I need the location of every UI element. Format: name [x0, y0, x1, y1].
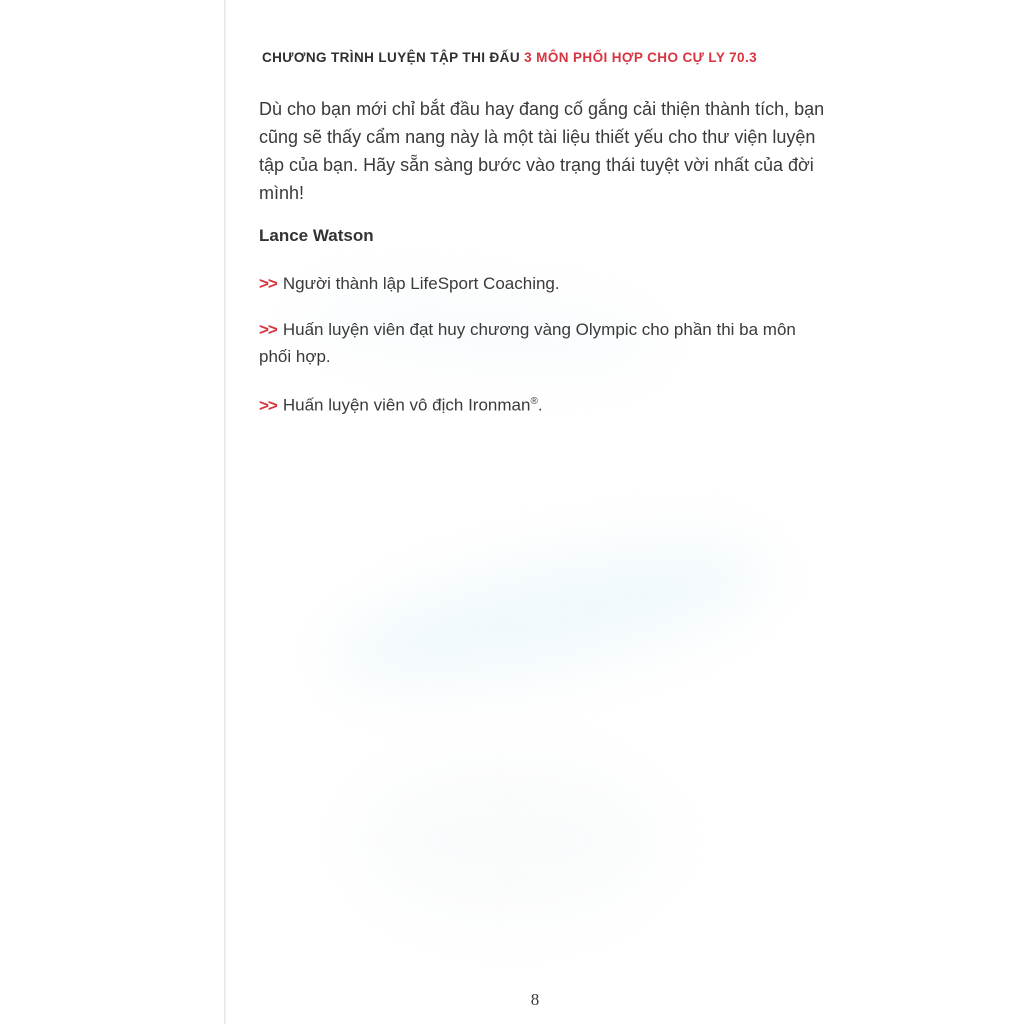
credential-text: Huấn luyện viên đạt huy chương vàng Olympic cho phần thi ba môn phối hợp.	[259, 320, 796, 366]
credentials-list	[259, 270, 829, 419]
credential-item	[259, 316, 829, 370]
header-title-red: 3 MÔN PHỐI HỢP CHO CỰ LY 70.3	[524, 50, 758, 65]
registered-mark: ®	[530, 396, 538, 407]
author-name: Lance Watson	[259, 226, 374, 245]
page-edge-shadow	[224, 0, 226, 1024]
credential-suffix: .	[537, 395, 543, 415]
page-number: 8	[530, 990, 540, 1009]
intro-paragraph: Dù cho bạn mới chỉ bắt đầu hay đang cố gắng cải thiện thành tích, bạn cũng sẽ thấy cẩm nang này là một tài liệu thiết yếu cho thư viện luyện tập của bạn. Hãy sẵn sàng bước vào trạng thái tuyệt vời nhất của đời mình!	[259, 99, 825, 203]
credential-item	[259, 270, 829, 297]
show-through-stain	[360, 760, 660, 920]
running-header	[262, 50, 757, 65]
credential-item	[259, 388, 829, 419]
credential-text: Huấn luyện viên vô địch Ironman	[282, 395, 531, 415]
credential-text: Người thành lập LifeSport Coaching.	[282, 274, 560, 293]
header-title-dark: CHƯƠNG TRÌNH LUYỆN TẬP THI ĐẤU	[262, 50, 520, 65]
double-chevron-icon: >>	[259, 320, 277, 339]
double-chevron-icon: >>	[259, 274, 277, 293]
show-through-stain	[323, 515, 776, 714]
double-chevron-icon: >>	[259, 395, 277, 415]
